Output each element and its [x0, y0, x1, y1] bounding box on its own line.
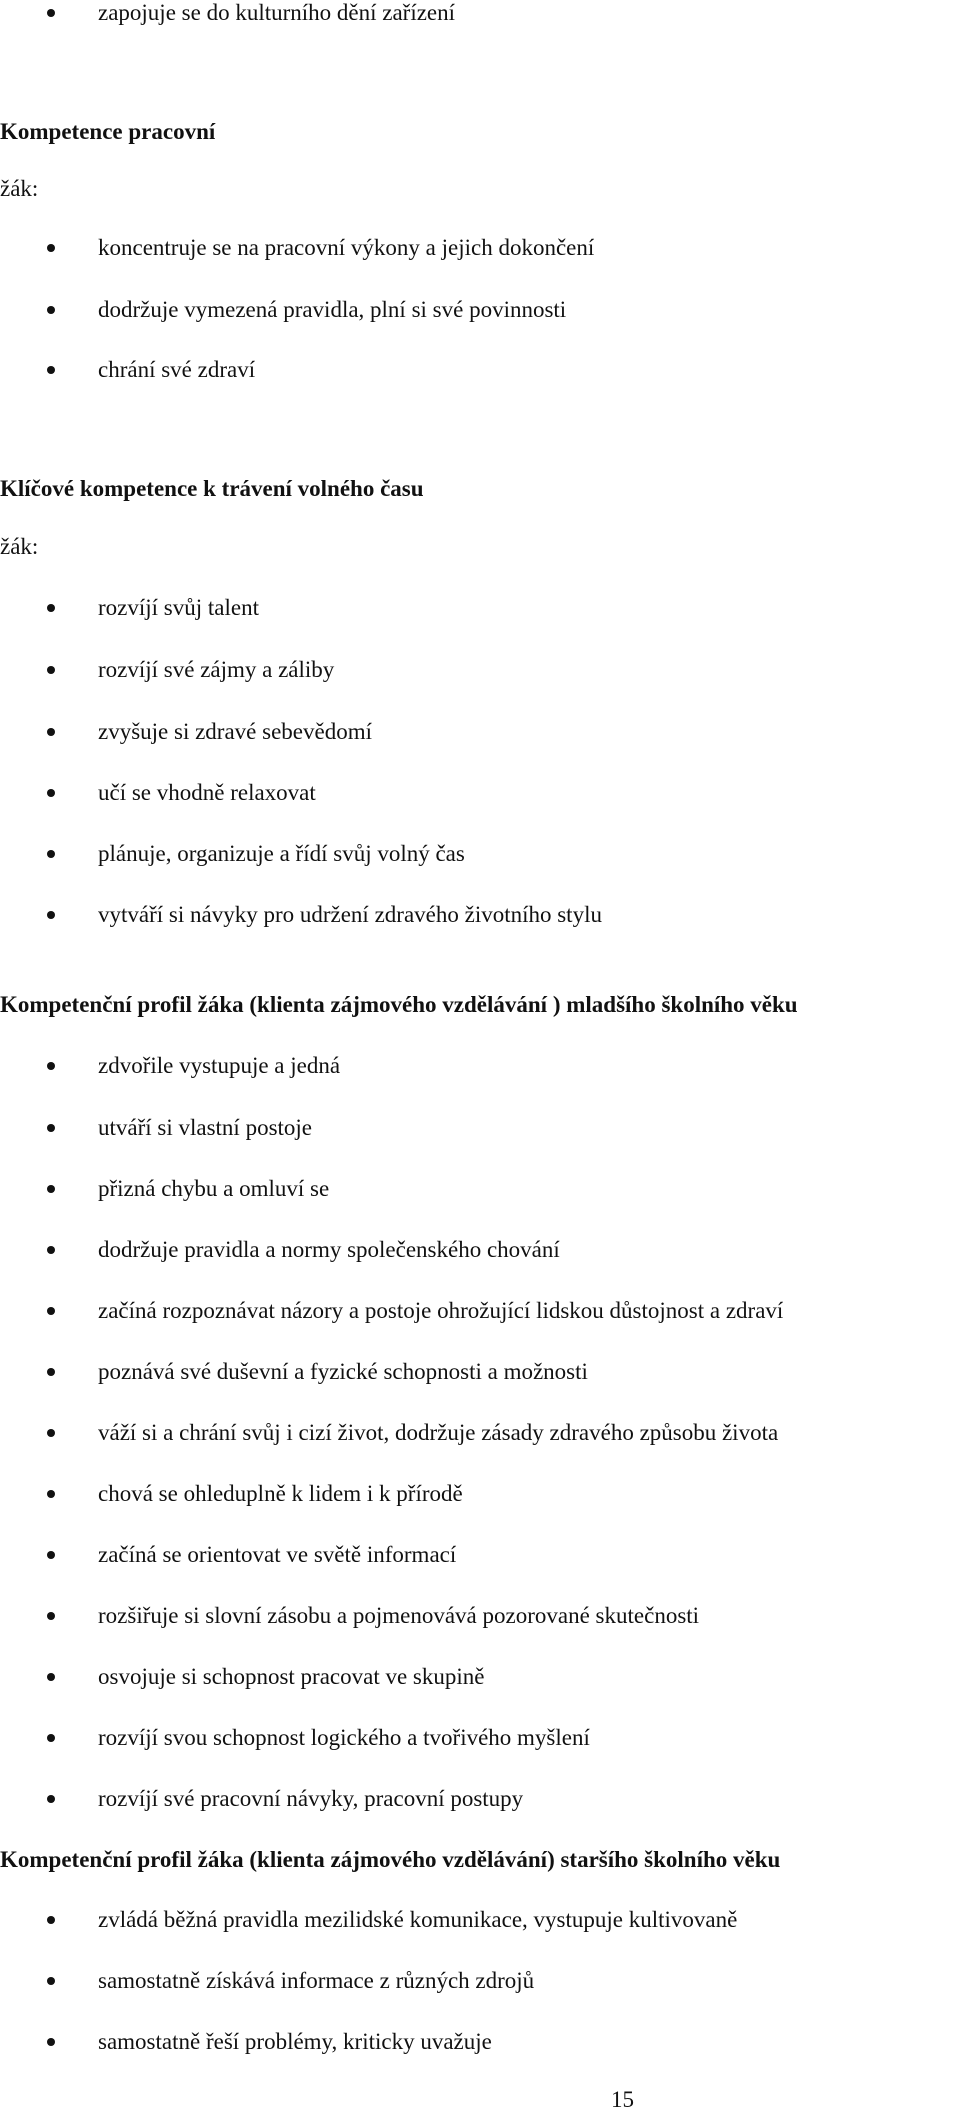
- list-item-text: koncentruje se na pracovní výkony a jejich dokončení: [98, 235, 595, 260]
- list-item-text: začíná se orientovat ve světě informací: [98, 1542, 457, 1567]
- section-heading-older: Kompetenční profil žáka (klienta zájmového vzdělávání) staršího školního věku: [0, 1847, 781, 1872]
- pupil-label: žák:: [0, 534, 39, 559]
- list-item-text: dodržuje vymezená pravidla, plní si své povinnosti: [98, 297, 567, 322]
- list-item-text: chová se ohleduplně k lidem i k přírodě: [98, 1481, 463, 1506]
- list-item-text: rozvíjí své pracovní návyky, pracovní postupy: [98, 1786, 524, 1811]
- bullet-icon: [47, 1551, 55, 1559]
- list-item-text: začíná rozpoznávat názory a postoje ohrožující lidskou důstojnost a zdraví: [98, 1298, 784, 1323]
- list-item-text: zvyšuje si zdravé sebevědomí: [98, 719, 372, 744]
- bullet-icon: [47, 1307, 55, 1315]
- list-item-text: rozšiřuje si slovní zásobu a pojmenovává pozorované skutečnosti: [98, 1603, 700, 1628]
- section-heading-younger: Kompetenční profil žáka (klienta zájmového vzdělávání ) mladšího školního věku: [0, 992, 798, 1017]
- list-item-text: samostatně řeší problémy, kriticky uvažuje: [98, 2029, 492, 2054]
- bullet-icon: [47, 911, 55, 919]
- bullet-icon: [47, 1490, 55, 1498]
- bullet-icon: [47, 2038, 55, 2046]
- list-item-text: učí se vhodně relaxovat: [98, 780, 316, 805]
- list-item-text: zdvořile vystupuje a jedná: [98, 1053, 341, 1078]
- list-item-text: zapojuje se do kulturního dění zařízení: [98, 0, 456, 25]
- bullet-icon: [47, 1977, 55, 1985]
- bullet-icon: [47, 1429, 55, 1437]
- list-item-text: poznává své duševní a fyzické schopnosti a možnosti: [98, 1359, 588, 1384]
- list-item-text: přizná chybu a omluví se: [98, 1176, 330, 1201]
- bullet-icon: [47, 1795, 55, 1803]
- list-item-text: dodržuje pravidla a normy společenského chování: [98, 1237, 560, 1262]
- bullet-icon: [47, 1673, 55, 1681]
- list-item-text: rozvíjí své zájmy a záliby: [98, 657, 335, 682]
- bullet-icon: [47, 1246, 55, 1254]
- bullet-icon: [47, 850, 55, 858]
- bullet-icon: [47, 244, 55, 252]
- bullet-icon: [47, 1916, 55, 1924]
- list-item-text: chrání své zdraví: [98, 357, 256, 382]
- list-item-text: samostatně získává informace z různých zdrojů: [98, 1968, 535, 1993]
- section-heading-work: Kompetence pracovní: [0, 119, 216, 144]
- section-heading-leisure: Klíčové kompetence k trávení volného času: [0, 476, 424, 501]
- page-number: 15: [611, 2087, 634, 2112]
- bullet-icon: [47, 1062, 55, 1070]
- bullet-icon: [47, 366, 55, 374]
- bullet-icon: [47, 604, 55, 612]
- list-item-text: osvojuje si schopnost pracovat ve skupině: [98, 1664, 485, 1689]
- list-item-text: rozvíjí svůj talent: [98, 595, 259, 620]
- bullet-icon: [47, 789, 55, 797]
- pupil-label: žák:: [0, 176, 39, 201]
- bullet-icon: [47, 306, 55, 314]
- bullet-icon: [47, 1185, 55, 1193]
- bullet-icon: [47, 728, 55, 736]
- list-item-text: vytváří si návyky pro udržení zdravého životního stylu: [98, 902, 602, 927]
- list-item-text: váží si a chrání svůj i cizí život, dodržuje zásady zdravého způsobu života: [98, 1420, 779, 1445]
- bullet-icon: [47, 666, 55, 674]
- bullet-icon: [47, 1612, 55, 1620]
- bullet-icon: [47, 9, 55, 17]
- list-item-text: zvládá běžná pravidla mezilidské komunikace, vystupuje kultivovaně: [98, 1907, 738, 1932]
- list-item-text: rozvíjí svou schopnost logického a tvořivého myšlení: [98, 1725, 590, 1750]
- bullet-icon: [47, 1734, 55, 1742]
- list-item-text: utváří si vlastní postoje: [98, 1115, 313, 1140]
- bullet-icon: [47, 1124, 55, 1132]
- bullet-icon: [47, 1368, 55, 1376]
- list-item-text: plánuje, organizuje a řídí svůj volný čas: [98, 841, 465, 866]
